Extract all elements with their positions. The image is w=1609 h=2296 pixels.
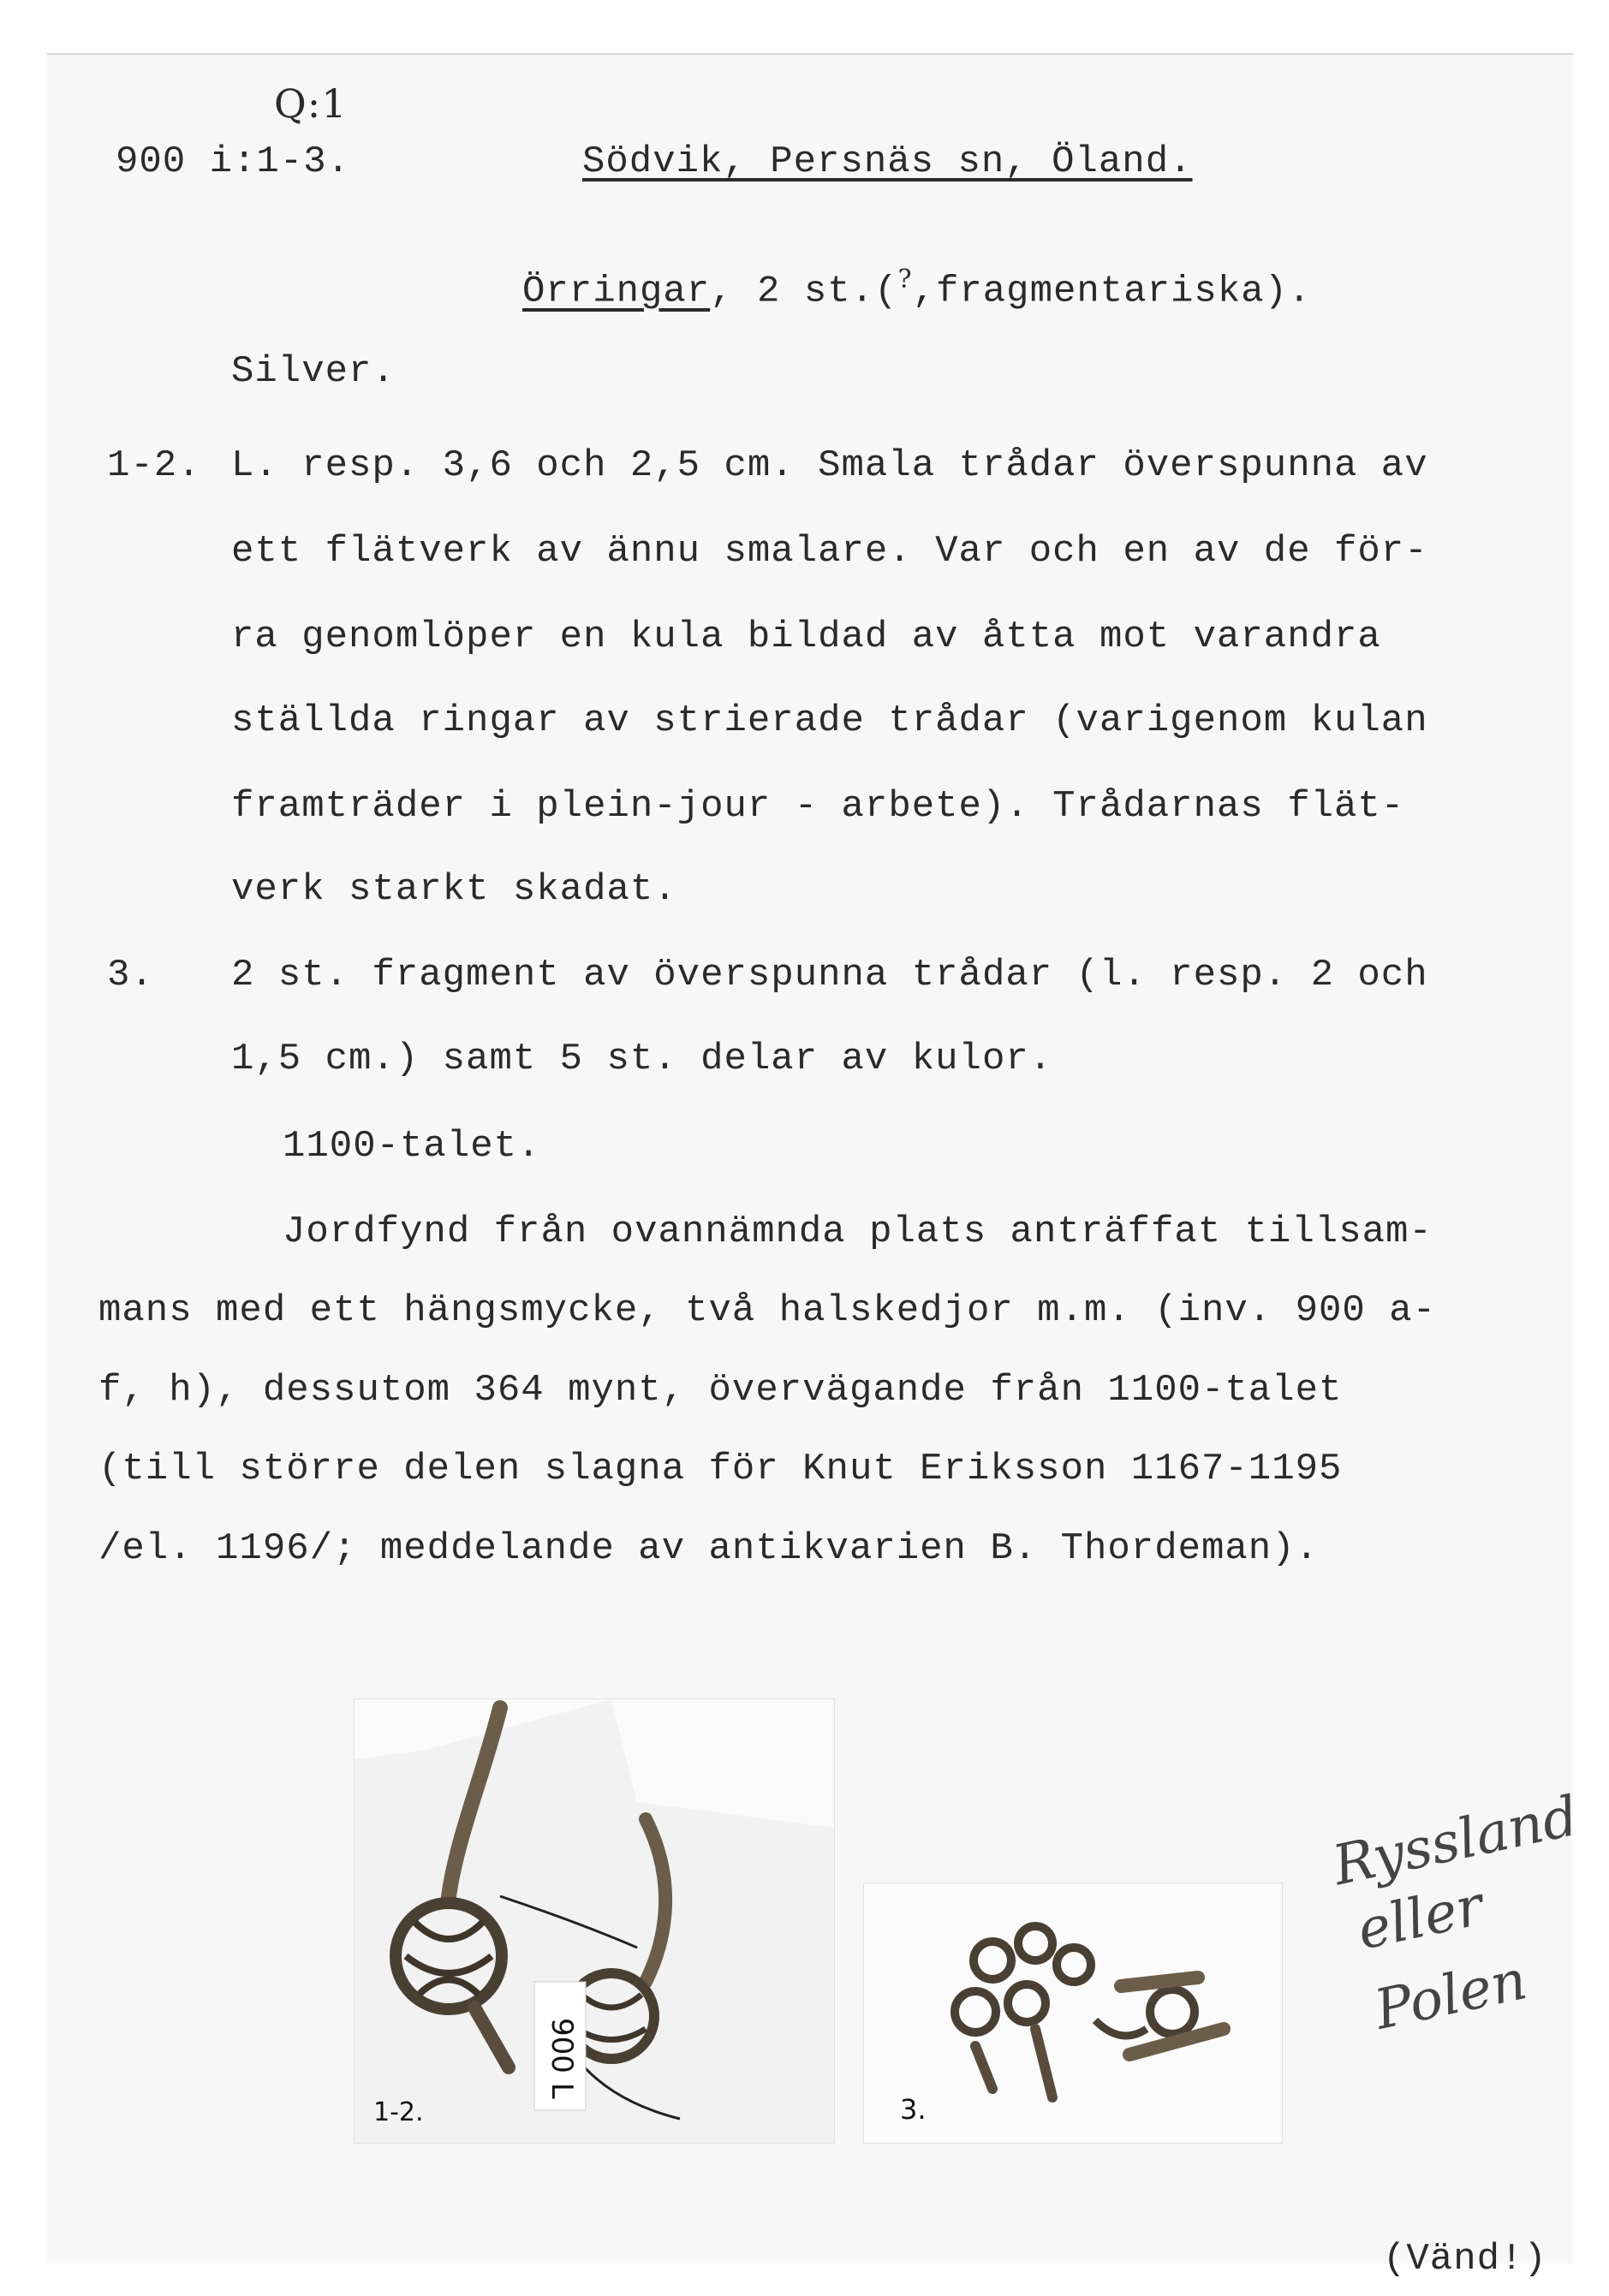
photo-tag-text: 900 L — [545, 2018, 579, 2099]
photo-fragments-3 — [863, 1883, 1283, 2144]
find-text-line: /el. 1196/; meddelande av antikvarien B. Thordeman). — [98, 1527, 1320, 1570]
entry-line: 1,5 cm.) samt 5 st. delar av kulor. — [231, 1038, 1053, 1080]
entry-number: 3. — [107, 954, 154, 996]
entry-number: 1-2. — [107, 444, 201, 487]
footer-turn-over: (Vänd!) — [1383, 2238, 1547, 2281]
title-remark: ,fragmentariska). — [912, 270, 1312, 313]
object-name: Örringar — [522, 270, 711, 313]
title-count: , 2 st.( — [710, 270, 898, 313]
dating: 1100-talet. — [283, 1125, 541, 1168]
entry-line: ställda ringar av strierade trådar (varigenom kulan — [231, 699, 1428, 742]
object-title-line — [522, 265, 1311, 313]
material: Silver. — [231, 350, 396, 393]
find-text-line: f, h), dessutom 364 mynt, övervägande från 1100-talet — [98, 1369, 1343, 1412]
inventory-number: 900 i:1-3. — [116, 140, 351, 183]
photo-label: 1-2. — [373, 2097, 424, 2127]
handwritten-note-line: Ryssland — [1327, 1784, 1584, 1899]
earring-photo-graphic — [355, 1699, 834, 2143]
find-text-line: mans med ett hängsmycke, två halskedjor m.m. (inv. 900 a- — [98, 1289, 1437, 1332]
entry-line: verk starkt skadat. — [231, 868, 677, 911]
entry-line: ra genomlöper en kula bildad av åtta mot varandra — [231, 616, 1381, 658]
entry-line: ett flätverk av ännu smalare. Var och en av de för- — [231, 530, 1428, 573]
handwritten-note-line: eller — [1351, 1874, 1489, 1963]
photo-earrings-1-2 — [354, 1698, 835, 2144]
find-text-line: (till större delen slagna för Knut Eriksson 1167-1195 — [98, 1448, 1343, 1490]
entry-line: framträder i plein-jour - arbete). Trådarnas flät- — [231, 785, 1405, 828]
photo-label: 3. — [900, 2093, 927, 2126]
find-text-line: Jordfynd från ovannämnda plats anträffat tillsam- — [283, 1210, 1433, 1253]
handwritten-mark: Q:1 — [274, 80, 348, 127]
find-place: Södvik, Persnäs sn, Öland. — [582, 140, 1193, 183]
correction-mark: ? — [897, 265, 913, 294]
handwritten-note-line: Polen — [1369, 1948, 1533, 2043]
entry-line: L. resp. 3,6 och 2,5 cm. Smala trådar överspunna av — [231, 444, 1428, 487]
catalog-card — [47, 53, 1584, 2281]
entry-line: 2 st. fragment av överspunna trådar (l. resp. 2 och — [231, 954, 1428, 996]
fragments-photo-graphic — [864, 1883, 1282, 2143]
